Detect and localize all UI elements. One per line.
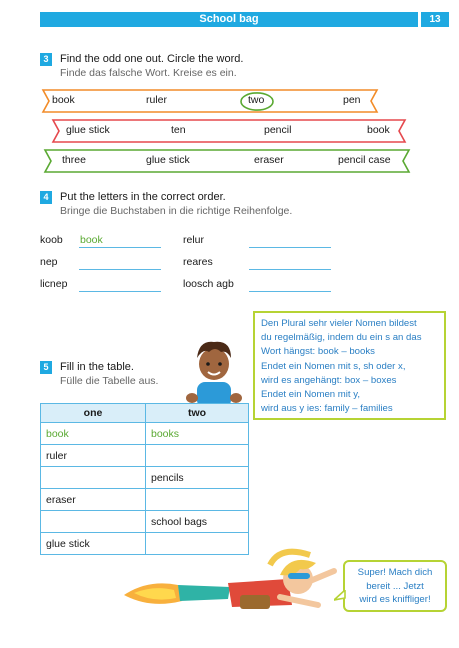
table-header: one [41, 404, 146, 423]
word-item-circled[interactable]: two [248, 94, 265, 106]
table-cell[interactable]: school bags [146, 511, 249, 533]
word-item[interactable]: pencil [264, 124, 292, 136]
exercise-5-instruction-en: Fill in the table. [60, 361, 134, 373]
exercise-3-instruction-en: Find the odd one out. Circle the word. [60, 53, 244, 65]
table-row [41, 445, 249, 467]
word-item[interactable]: three [62, 154, 86, 166]
info-line: Endet ein Nomen mit y, [261, 389, 361, 401]
exercise-4-number: 4 [40, 191, 52, 204]
grammar-info-box [253, 311, 446, 420]
info-line: Den Plural sehr vieler Nomen bildest [261, 318, 417, 329]
flying-girl-illustration [120, 535, 342, 630]
scrambled-word: koob [40, 234, 63, 246]
table-row [41, 489, 249, 511]
speech-bubble-tail [334, 590, 346, 602]
word-item[interactable]: pen [343, 94, 361, 106]
info-line: wird es angehängt: box – boxes [261, 374, 397, 386]
exercise-3-instruction-de: Finde das falsche Wort. Kreise es ein. [60, 67, 237, 79]
table-header: two [146, 404, 249, 423]
word-row-1 [40, 88, 380, 114]
bubble-line: bereit ... Jetzt [366, 580, 424, 592]
speech-bubble [343, 560, 447, 612]
word-item[interactable]: glue stick [66, 124, 110, 136]
answer-text[interactable]: book [80, 234, 103, 246]
word-item[interactable]: pencil case [338, 154, 391, 166]
table-cell[interactable]: glue stick [41, 533, 146, 555]
exercise-4-instruction-en: Put the letters in the correct order. [60, 191, 226, 203]
word-item[interactable]: book [52, 94, 75, 106]
answer-line[interactable] [249, 269, 331, 270]
ribbon-orange-shape [40, 88, 380, 114]
plural-table [40, 403, 249, 555]
word-item[interactable]: ten [171, 124, 186, 136]
exercise-3-number: 3 [40, 53, 52, 66]
table-row [41, 467, 249, 489]
table-cell[interactable]: pencils [146, 467, 249, 489]
table-cell[interactable]: books [146, 423, 249, 445]
exercise-5-number: 5 [40, 361, 52, 374]
word-item[interactable]: book [367, 124, 390, 136]
scrambled-word: reares [183, 256, 213, 268]
table-cell[interactable] [41, 511, 146, 533]
table-row [41, 423, 249, 445]
page-number: 13 [421, 12, 449, 27]
table-cell[interactable] [146, 445, 249, 467]
table-cell[interactable]: eraser [41, 489, 146, 511]
answer-line[interactable] [79, 247, 161, 248]
word-item[interactable]: eraser [254, 154, 284, 166]
boy-illustration [183, 336, 245, 408]
bubble-line: Super! Mach dich [357, 567, 433, 578]
word-row-2 [50, 118, 408, 144]
word-item[interactable]: ruler [146, 94, 168, 106]
info-line: Endet ein Nomen mit s, sh oder x, [261, 360, 406, 372]
table-cell[interactable]: book [41, 423, 146, 445]
info-line: wird aus y ies: family – families [261, 403, 393, 415]
info-line: du regelmäßig, indem du ein s an das [261, 332, 422, 344]
scrambled-word: loosch agb [183, 278, 234, 290]
table-header-row [41, 404, 249, 423]
word-row-3 [42, 148, 412, 174]
page-header-title: School bag [40, 12, 418, 27]
answer-line[interactable] [249, 291, 331, 292]
answer-line[interactable] [79, 291, 161, 292]
exercise-4-instruction-de: Bringe die Buchstaben in die richtige Reihenfolge. [60, 205, 293, 217]
word-item[interactable]: glue stick [146, 154, 190, 166]
answer-line[interactable] [249, 247, 331, 248]
scrambled-word: relur [183, 234, 205, 246]
scrambled-word: nep [40, 256, 58, 268]
scrambled-word: licnep [40, 278, 68, 290]
table-cell[interactable] [146, 489, 249, 511]
table-cell[interactable]: ruler [41, 445, 146, 467]
table-row [41, 511, 249, 533]
info-line: Wort hängst: book – books [261, 346, 375, 358]
exercise-5-instruction-de: Fülle die Tabelle aus. [60, 375, 159, 387]
answer-line[interactable] [79, 269, 161, 270]
table-cell[interactable] [41, 467, 146, 489]
bubble-line: wird es kniffliger! [359, 594, 431, 606]
